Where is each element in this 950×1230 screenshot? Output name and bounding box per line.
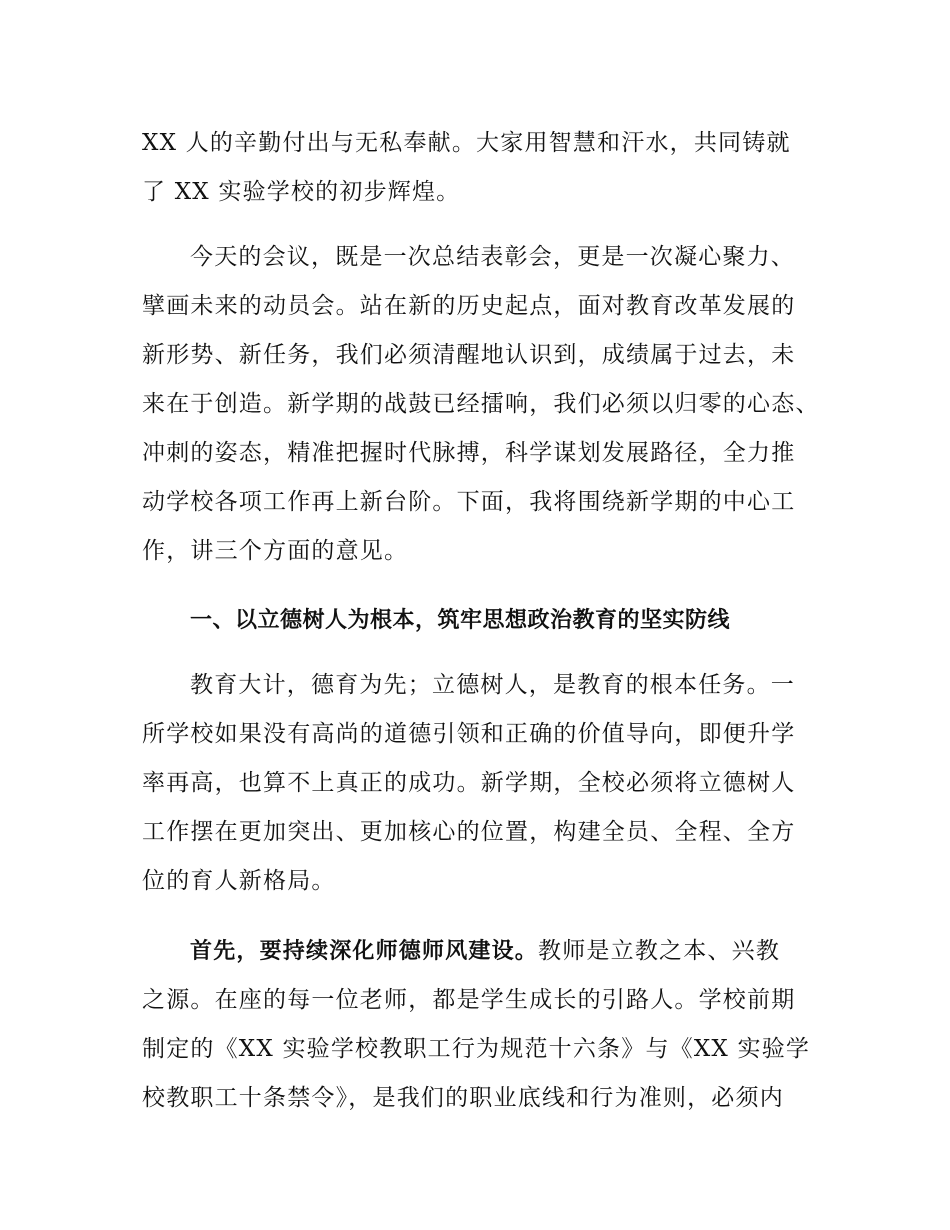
text-line: 今天的会议，既是一次总结表彰会，更是一次凝心聚力、 [190, 244, 795, 270]
text-line: 校教职工十条禁令》，是我们的职业底线和行为准则，必须内 [142, 1085, 784, 1111]
lead-rest-text: 教师是立教之本、兴教 [538, 938, 781, 964]
text-line: 工作摆在更加突出、更加核心的位置，构建全员、全程、全方 [142, 819, 796, 845]
paragraph-teacher-ethics [142, 927, 812, 1123]
text-line: 来在于创造。新学期的战鼓已经擂响，我们必须以归零的心态、 [142, 391, 820, 417]
text-line: 制定的《XX 实验学校教职工行为规范十六条》与《XX 实验学 [142, 1036, 811, 1062]
text-line: 冲刺的姿态，精准把握时代脉搏，科学谋划发展路径，全力推 [142, 440, 796, 466]
paragraph-moral-education [142, 661, 812, 906]
text-line: 擘画未来的动员会。站在新的历史起点，面对教育改革发展的 [142, 293, 796, 319]
paragraph-intro-end [142, 119, 812, 217]
text-line: 率再高，也算不上真正的成功。新学期，全校必须将立德树人 [142, 770, 796, 796]
text-line: XX 人的辛勤付出与无私奉献。大家用智慧和汗水，共同铸就 [142, 130, 791, 156]
paragraph-meeting [142, 233, 820, 576]
text-line: 位的育人新格局。 [142, 868, 336, 894]
text-line: 教育大计，德育为先；立德树人，是教育的根本任务。一 [190, 672, 795, 698]
text-line: 之源。在座的每一位老师，都是学生成长的引路人。学校前期 [142, 987, 796, 1013]
text-line: 作，讲三个方面的意见。 [142, 538, 409, 564]
text-line [142, 927, 812, 976]
text-line: 动学校各项工作再上新台阶。下面，我将围绕新学期的中心工 [142, 489, 796, 515]
text-line: 新形势、新任务，我们必须清醒地认识到，成绩属于过去，未 [142, 342, 796, 368]
section-heading [142, 596, 812, 645]
bold-lead-text: 首先，要持续深化师德师风建设。 [190, 939, 539, 964]
text-line: 所学校如果没有高尚的道德引领和正确的价值导向，即便升学 [142, 721, 796, 747]
section-heading-text: 一、以立德树人为根本，筑牢思想政治教育的坚实防线 [190, 608, 731, 633]
text-line: 了 XX 实验学校的初步辉煌。 [142, 179, 461, 205]
